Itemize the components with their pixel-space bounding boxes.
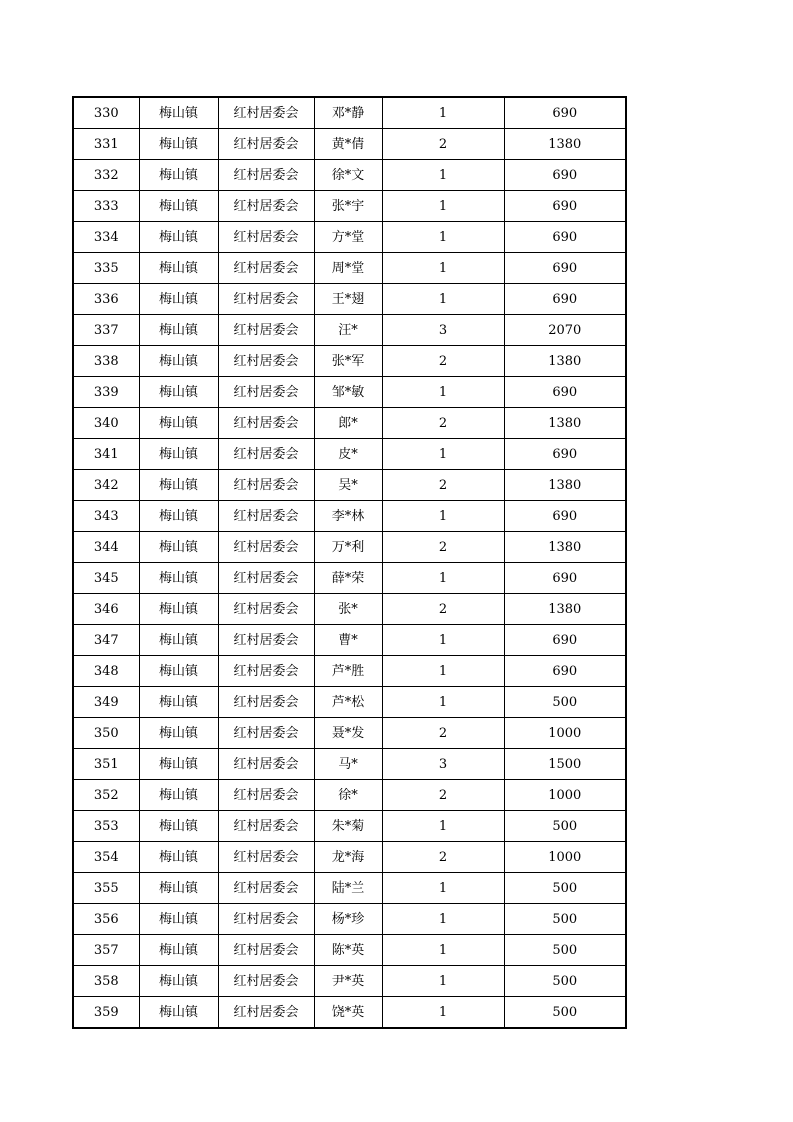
household-count-cell: 3	[382, 749, 504, 780]
committee-cell: 红村居委会	[218, 811, 314, 842]
table-row	[73, 439, 626, 470]
amount-cell: 500	[504, 935, 626, 966]
name-cell: 张*军	[314, 346, 382, 377]
household-count-cell: 1	[382, 284, 504, 315]
household-count-cell: 2	[382, 594, 504, 625]
town-cell: 梅山镇	[139, 191, 218, 222]
committee-cell: 红村居委会	[218, 501, 314, 532]
row-number-cell: 359	[73, 997, 139, 1029]
town-cell: 梅山镇	[139, 439, 218, 470]
town-cell: 梅山镇	[139, 656, 218, 687]
amount-cell: 690	[504, 222, 626, 253]
household-count-cell: 1	[382, 656, 504, 687]
committee-cell: 红村居委会	[218, 129, 314, 160]
amount-cell: 690	[504, 501, 626, 532]
row-number-cell: 344	[73, 532, 139, 563]
committee-cell: 红村居委会	[218, 470, 314, 501]
table-row	[73, 997, 626, 1029]
committee-cell: 红村居委会	[218, 718, 314, 749]
household-count-cell: 2	[382, 408, 504, 439]
name-cell: 周*堂	[314, 253, 382, 284]
household-count-cell: 1	[382, 904, 504, 935]
committee-cell: 红村居委会	[218, 625, 314, 656]
row-number-cell: 349	[73, 687, 139, 718]
amount-cell: 1000	[504, 842, 626, 873]
committee-cell: 红村居委会	[218, 408, 314, 439]
household-count-cell: 1	[382, 377, 504, 408]
row-number-cell: 347	[73, 625, 139, 656]
row-number-cell: 352	[73, 780, 139, 811]
amount-cell: 1380	[504, 346, 626, 377]
committee-cell: 红村居委会	[218, 439, 314, 470]
table-row	[73, 842, 626, 873]
name-cell: 芦*松	[314, 687, 382, 718]
committee-cell: 红村居委会	[218, 222, 314, 253]
household-count-cell: 1	[382, 935, 504, 966]
name-cell: 黄*倩	[314, 129, 382, 160]
row-number-cell: 339	[73, 377, 139, 408]
committee-cell: 红村居委会	[218, 594, 314, 625]
name-cell: 马*	[314, 749, 382, 780]
household-count-cell: 1	[382, 997, 504, 1029]
name-cell: 陆*兰	[314, 873, 382, 904]
table-row	[73, 346, 626, 377]
table-row	[73, 222, 626, 253]
amount-cell: 690	[504, 439, 626, 470]
town-cell: 梅山镇	[139, 501, 218, 532]
household-count-cell: 2	[382, 780, 504, 811]
committee-cell: 红村居委会	[218, 656, 314, 687]
town-cell: 梅山镇	[139, 346, 218, 377]
household-count-cell: 1	[382, 222, 504, 253]
town-cell: 梅山镇	[139, 315, 218, 346]
table-row	[73, 501, 626, 532]
household-count-cell: 1	[382, 563, 504, 594]
row-number-cell: 353	[73, 811, 139, 842]
row-number-cell: 346	[73, 594, 139, 625]
town-cell: 梅山镇	[139, 222, 218, 253]
household-count-cell: 1	[382, 439, 504, 470]
row-number-cell: 341	[73, 439, 139, 470]
amount-cell: 500	[504, 811, 626, 842]
town-cell: 梅山镇	[139, 780, 218, 811]
household-count-cell: 2	[382, 842, 504, 873]
row-number-cell: 356	[73, 904, 139, 935]
committee-cell: 红村居委会	[218, 873, 314, 904]
roster-table-body	[73, 97, 626, 1028]
name-cell: 杨*珍	[314, 904, 382, 935]
amount-cell: 500	[504, 687, 626, 718]
town-cell: 梅山镇	[139, 377, 218, 408]
table-row	[73, 408, 626, 439]
name-cell: 郎*	[314, 408, 382, 439]
household-count-cell: 2	[382, 532, 504, 563]
row-number-cell: 340	[73, 408, 139, 439]
amount-cell: 1380	[504, 594, 626, 625]
committee-cell: 红村居委会	[218, 563, 314, 594]
table-row	[73, 811, 626, 842]
household-count-cell: 1	[382, 160, 504, 191]
amount-cell: 690	[504, 377, 626, 408]
amount-cell: 2070	[504, 315, 626, 346]
amount-cell: 500	[504, 873, 626, 904]
amount-cell: 690	[504, 97, 626, 129]
household-count-cell: 2	[382, 346, 504, 377]
table-row	[73, 532, 626, 563]
name-cell: 陈*英	[314, 935, 382, 966]
amount-cell: 1380	[504, 408, 626, 439]
row-number-cell: 335	[73, 253, 139, 284]
town-cell: 梅山镇	[139, 966, 218, 997]
household-count-cell: 1	[382, 873, 504, 904]
committee-cell: 红村居委会	[218, 377, 314, 408]
household-count-cell: 2	[382, 718, 504, 749]
committee-cell: 红村居委会	[218, 284, 314, 315]
household-count-cell: 1	[382, 687, 504, 718]
town-cell: 梅山镇	[139, 842, 218, 873]
town-cell: 梅山镇	[139, 811, 218, 842]
amount-cell: 690	[504, 253, 626, 284]
name-cell: 吴*	[314, 470, 382, 501]
name-cell: 徐*文	[314, 160, 382, 191]
committee-cell: 红村居委会	[218, 687, 314, 718]
name-cell: 尹*英	[314, 966, 382, 997]
household-count-cell: 1	[382, 253, 504, 284]
committee-cell: 红村居委会	[218, 749, 314, 780]
amount-cell: 500	[504, 997, 626, 1029]
table-row	[73, 594, 626, 625]
row-number-cell: 332	[73, 160, 139, 191]
household-count-cell: 1	[382, 966, 504, 997]
table-row	[73, 470, 626, 501]
row-number-cell: 336	[73, 284, 139, 315]
town-cell: 梅山镇	[139, 284, 218, 315]
name-cell: 王*翅	[314, 284, 382, 315]
row-number-cell: 357	[73, 935, 139, 966]
household-count-cell: 2	[382, 470, 504, 501]
table-row	[73, 315, 626, 346]
town-cell: 梅山镇	[139, 470, 218, 501]
town-cell: 梅山镇	[139, 904, 218, 935]
row-number-cell: 337	[73, 315, 139, 346]
household-count-cell: 1	[382, 625, 504, 656]
table-row	[73, 718, 626, 749]
town-cell: 梅山镇	[139, 97, 218, 129]
row-number-cell: 345	[73, 563, 139, 594]
amount-cell: 500	[504, 966, 626, 997]
name-cell: 朱*菊	[314, 811, 382, 842]
table-row	[73, 749, 626, 780]
household-count-cell: 1	[382, 97, 504, 129]
committee-cell: 红村居委会	[218, 966, 314, 997]
name-cell: 李*林	[314, 501, 382, 532]
committee-cell: 红村居委会	[218, 935, 314, 966]
town-cell: 梅山镇	[139, 594, 218, 625]
name-cell: 方*堂	[314, 222, 382, 253]
amount-cell: 1380	[504, 470, 626, 501]
household-count-cell: 1	[382, 501, 504, 532]
town-cell: 梅山镇	[139, 687, 218, 718]
row-number-cell: 358	[73, 966, 139, 997]
town-cell: 梅山镇	[139, 532, 218, 563]
committee-cell: 红村居委会	[218, 346, 314, 377]
committee-cell: 红村居委会	[218, 315, 314, 346]
town-cell: 梅山镇	[139, 563, 218, 594]
amount-cell: 500	[504, 904, 626, 935]
committee-cell: 红村居委会	[218, 253, 314, 284]
row-number-cell: 338	[73, 346, 139, 377]
table-row	[73, 191, 626, 222]
amount-cell: 1500	[504, 749, 626, 780]
town-cell: 梅山镇	[139, 625, 218, 656]
table-row	[73, 687, 626, 718]
table-row	[73, 377, 626, 408]
town-cell: 梅山镇	[139, 253, 218, 284]
committee-cell: 红村居委会	[218, 997, 314, 1029]
roster-table	[72, 96, 627, 1029]
table-row	[73, 160, 626, 191]
table-row	[73, 656, 626, 687]
row-number-cell: 355	[73, 873, 139, 904]
town-cell: 梅山镇	[139, 873, 218, 904]
amount-cell: 1000	[504, 718, 626, 749]
row-number-cell: 348	[73, 656, 139, 687]
table-row	[73, 873, 626, 904]
table-row	[73, 625, 626, 656]
name-cell: 邓*静	[314, 97, 382, 129]
table-row	[73, 563, 626, 594]
name-cell: 龙*海	[314, 842, 382, 873]
town-cell: 梅山镇	[139, 935, 218, 966]
household-count-cell: 2	[382, 129, 504, 160]
name-cell: 万*利	[314, 532, 382, 563]
name-cell: 皮*	[314, 439, 382, 470]
town-cell: 梅山镇	[139, 997, 218, 1029]
household-count-cell: 1	[382, 191, 504, 222]
household-count-cell: 3	[382, 315, 504, 346]
town-cell: 梅山镇	[139, 129, 218, 160]
name-cell: 汪*	[314, 315, 382, 346]
town-cell: 梅山镇	[139, 160, 218, 191]
name-cell: 张*	[314, 594, 382, 625]
town-cell: 梅山镇	[139, 718, 218, 749]
amount-cell: 1380	[504, 532, 626, 563]
amount-cell: 1000	[504, 780, 626, 811]
name-cell: 张*宇	[314, 191, 382, 222]
row-number-cell: 350	[73, 718, 139, 749]
amount-cell: 690	[504, 563, 626, 594]
amount-cell: 690	[504, 625, 626, 656]
amount-cell: 1380	[504, 129, 626, 160]
row-number-cell: 331	[73, 129, 139, 160]
row-number-cell: 334	[73, 222, 139, 253]
name-cell: 薛*荣	[314, 563, 382, 594]
row-number-cell: 342	[73, 470, 139, 501]
row-number-cell: 333	[73, 191, 139, 222]
committee-cell: 红村居委会	[218, 191, 314, 222]
town-cell: 梅山镇	[139, 749, 218, 780]
row-number-cell: 351	[73, 749, 139, 780]
table-row	[73, 904, 626, 935]
table-row	[73, 253, 626, 284]
committee-cell: 红村居委会	[218, 842, 314, 873]
amount-cell: 690	[504, 191, 626, 222]
name-cell: 饶*英	[314, 997, 382, 1029]
town-cell: 梅山镇	[139, 408, 218, 439]
committee-cell: 红村居委会	[218, 780, 314, 811]
table-row	[73, 780, 626, 811]
table-row	[73, 966, 626, 997]
amount-cell: 690	[504, 160, 626, 191]
household-count-cell: 1	[382, 811, 504, 842]
name-cell: 邹*敏	[314, 377, 382, 408]
committee-cell: 红村居委会	[218, 160, 314, 191]
name-cell: 聂*发	[314, 718, 382, 749]
table-row	[73, 284, 626, 315]
name-cell: 芦*胜	[314, 656, 382, 687]
amount-cell: 690	[504, 284, 626, 315]
amount-cell: 690	[504, 656, 626, 687]
row-number-cell: 330	[73, 97, 139, 129]
table-row	[73, 935, 626, 966]
row-number-cell: 343	[73, 501, 139, 532]
name-cell: 曹*	[314, 625, 382, 656]
name-cell: 徐*	[314, 780, 382, 811]
committee-cell: 红村居委会	[218, 97, 314, 129]
committee-cell: 红村居委会	[218, 904, 314, 935]
table-row	[73, 97, 626, 129]
row-number-cell: 354	[73, 842, 139, 873]
table-row	[73, 129, 626, 160]
committee-cell: 红村居委会	[218, 532, 314, 563]
